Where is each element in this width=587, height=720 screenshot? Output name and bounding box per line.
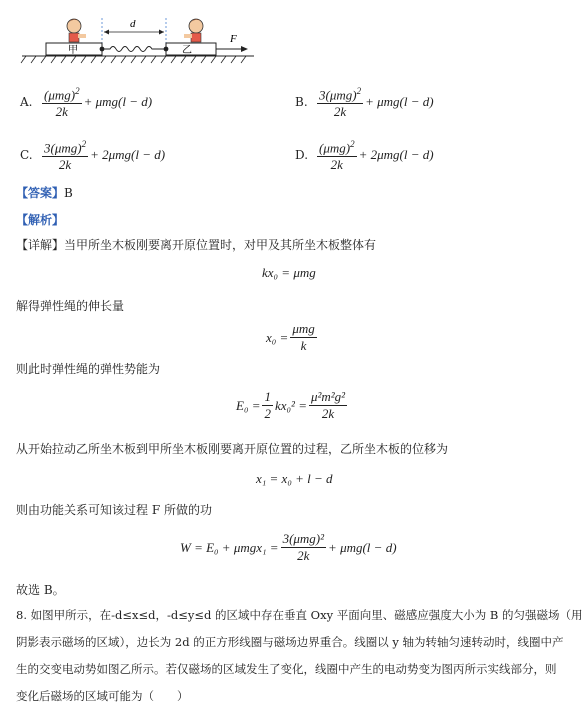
equation-2: x₀ = $\frac{\text{μmg}}{k}$ [266,321,315,353]
option-b[interactable]: B. $\frac{3(\mu mg)^2}{2k}$ + μmg(l − d) [295,86,434,120]
spring-board-figure [18,10,268,72]
equation-4: x₁ = x₀ + l − d [256,471,333,486]
option-letter: A. [20,94,33,109]
option-a[interactable]: A. $\frac{(\mu mg)^2}{2k}$ + μmg(l − d) [20,86,153,120]
detail-tag: 【详解】 [16,238,65,252]
option-letter: C. [20,147,33,162]
detail-line-4: 从开始拉动乙所坐木板到甲所坐木板刚要离开原位置的过程，乙所坐木板的位移为 [16,442,449,456]
option-c[interactable]: C. $\frac{3(\mu mg)^2}{2k}$ + 2μmg(l − d) [20,139,166,173]
person-right-icon [184,19,203,42]
detail-line-6: 故选 B。 [16,583,65,597]
detail-line-3: 则此时弹性绳的弹性势能为 [16,362,161,376]
question-8-line-3: 生的交变电动势如图乙所示。若仅磁场的区域发生了变化，线圈中产生的电动势变为图丙所示实线部分，则 [16,662,557,676]
detail-line-5: 则由功能关系可知该过程 F 所做的功 [16,503,212,517]
option-letter: B. [295,94,308,109]
equation-1: kx₀ = μmg [262,265,316,280]
question-8-line-1: 8. 如图甲所示，在-d≤x≤d，-d≤y≤d 的区域中存在垂直 Oxy 平面向里、磁感应强度大小为 B 的匀强磁场（用 [16,608,583,622]
answer-line [16,184,73,201]
option-rest: + μmg(l − d) [83,93,153,109]
answer-tag: 【答案】 [16,186,65,200]
answer-value: B [64,185,73,200]
equation-3: E₀ = $\frac{1}{2}$ kx₀² = $\frac{\text{μ²m²g²}}{2k}$ [236,389,346,421]
option-rest: + 2μmg(l − d) [90,146,166,162]
figure-label-left: 甲 [68,45,78,56]
analysis-line [16,209,64,228]
equation-5: W = E₀ + μmgx₁ = $\frac{\text{3(μmg)²}}{2k}$ + μmg(l − d) [180,531,397,563]
figure-label-force: F [230,33,237,45]
option-rest: + μmg(l − d) [365,93,434,109]
option-d[interactable]: D. $\frac{(\mu mg)^2}{2k}$ + 2μmg(l − d) [295,139,434,173]
option-rest: + 2μmg(l − d) [358,146,434,162]
question-8-line-4: 变化后磁场的区域可能为（ ） [16,689,189,703]
figure-label-right: 乙 [182,45,192,56]
analysis-tag: 【解析】 [16,213,65,227]
person-left-icon [67,19,86,42]
question-8-line-2: 阴影表示磁场的区域），边长为 2d 的正方形线圈与磁场边界重合。线圈以 y 轴为转轴匀速转动时，线圈中产 [16,635,564,649]
detail-line-2: 解得弹性绳的伸长量 [16,299,125,313]
detail-line-1: 【详解】 当甲所坐木板刚要离开原位置时，对甲及其所坐木板整体有 [16,237,377,252]
figure-label-d: d [130,18,136,30]
option-letter: D. [295,147,309,162]
